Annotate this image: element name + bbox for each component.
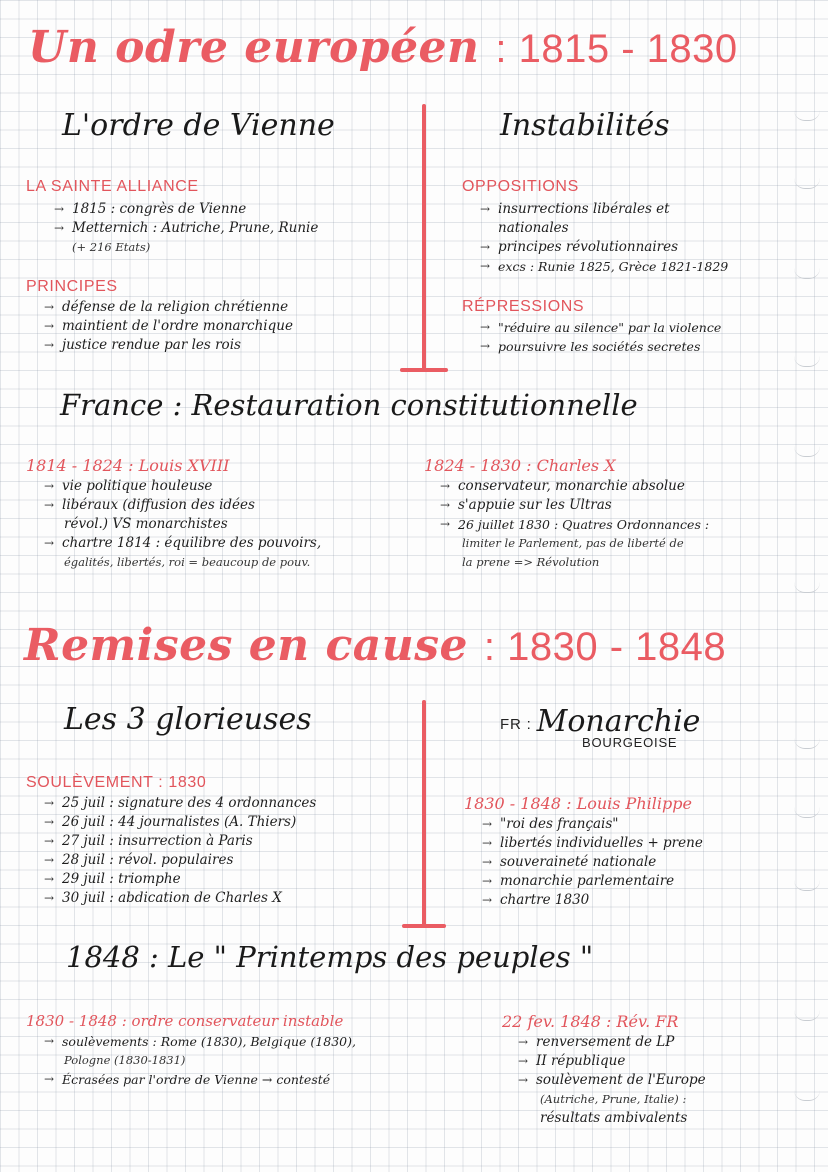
ordre-conservateur-list: [26, 1032, 481, 1089]
list-item-text: limiter le Parlement, pas de liberté de: [462, 536, 684, 550]
list-item: → 26 juil : 44 journalistes (A. Thiers): [44, 813, 421, 832]
section1-years: : 1815 - 1830: [495, 27, 738, 71]
list-item: → 29 juil : triomphe: [44, 870, 421, 889]
list-item: [72, 238, 416, 257]
list-item: → s'appuie sur les Ultras: [440, 496, 824, 515]
list-item: → justice rendue par les rois: [44, 336, 416, 355]
oppositions-block: [462, 178, 822, 276]
louis-philippe-list: [464, 815, 824, 910]
list-item-text: égalités, libertés, roi = beaucoup de pouv.: [64, 555, 311, 569]
list-item: → chartre 1814 : équilibre des pouvoirs,: [44, 534, 421, 553]
fr-prefix: FR :: [500, 716, 532, 733]
list-item: résultats ambivalents: [540, 1110, 688, 1126]
repressions-list: [462, 318, 822, 356]
list-item: → II république: [518, 1052, 822, 1071]
louis-philippe-block: [464, 794, 824, 910]
sainte-alliance-heading: LA SAINTE ALLIANCE: [26, 178, 199, 195]
louis-philippe-heading: 1830 - 1848 : Louis Philippe: [464, 794, 692, 813]
soulevement-heading: SOULÈVEMENT : 1830: [26, 774, 207, 791]
list-item: → "roi des français": [482, 815, 824, 834]
charles-x-list: [424, 477, 824, 572]
list-item: → "réduire au silence" par la violence: [480, 318, 822, 337]
list-item: → insurrections libérales et: [480, 200, 822, 219]
printemps-des-peuples-heading: 1848 : Le " Printemps des peuples ": [66, 940, 594, 974]
list-item: → libéraux (diffusion des idées: [44, 496, 421, 515]
list-item: → 25 juil : signature des 4 ordonnances: [44, 794, 421, 813]
principes-list: [26, 298, 416, 355]
soulevement-list: [26, 794, 421, 908]
binder-mark: [794, 110, 820, 121]
list-item: → libertés individuelles + prene: [482, 834, 824, 853]
list-item: → Metternich : Autriche, Prune, Runie: [54, 219, 416, 238]
monarchie-heading: Monarchie: [536, 704, 701, 739]
list-item: révol.) VS monarchistes: [64, 516, 228, 532]
principes-heading: PRINCIPES: [26, 278, 118, 295]
list-item: → principes révolutionnaires: [480, 238, 822, 257]
monarchie-bourgeoise-heading: [500, 702, 800, 750]
revolution-1848-heading: 22 fev. 1848 : Rév. FR: [502, 1012, 679, 1031]
list-item: → soulèvements : Rome (1830), Belgique (1830),: [44, 1032, 481, 1051]
bourgeoise-subheading: BOURGEOISE: [582, 735, 678, 750]
list-item-text: (+ 216 Etats): [72, 240, 151, 254]
section2-title-text: Remises en cause: [24, 620, 469, 671]
sainte-alliance-list: [26, 200, 416, 257]
section2-title: [24, 620, 726, 671]
list-item: → Écrasées par l'ordre de Vienne → contesté: [44, 1070, 481, 1089]
revolution-1848-list: [502, 1033, 822, 1128]
section1-title: [28, 22, 738, 73]
list-item-text: la prene => Révolution: [462, 555, 600, 569]
louis-xviii-block: [26, 456, 421, 572]
section1-title-text: Un odre européen: [28, 22, 480, 73]
list-item: → souveraineté nationale: [482, 853, 824, 872]
ordre-conservateur-heading: 1830 - 1848 : ordre conservateur instable: [26, 1012, 344, 1030]
list-item-text: Pologne (1830-1831): [64, 1053, 186, 1067]
list-item: → défense de la religion chrétienne: [44, 298, 416, 317]
list-item: → chartre 1830: [482, 891, 824, 910]
sainte-alliance-block: [26, 178, 416, 257]
list-item: → renversement de LP: [518, 1033, 822, 1052]
list-item: [462, 553, 824, 572]
charles-x-block: [424, 456, 824, 572]
list-item: [462, 534, 824, 553]
divider-foot: [400, 368, 448, 372]
revolution-1848-block: [502, 1012, 822, 1128]
ordre-conservateur-block: [26, 1012, 481, 1089]
list-item: → 30 juil : abdication de Charles X: [44, 889, 421, 908]
list-item: [540, 1090, 822, 1109]
list-item: → excs : Runie 1825, Grèce 1821-1829: [480, 257, 822, 276]
list-item: → 26 juillet 1830 : Quatres Ordonnances :: [440, 515, 824, 534]
oppositions-list: [462, 200, 822, 276]
ordre-de-vienne-heading: L'ordre de Vienne: [62, 108, 335, 143]
list-item: → 27 juil : insurrection à Paris: [44, 832, 421, 851]
trois-glorieuses-heading: Les 3 glorieuses: [64, 702, 312, 737]
repressions-block: [462, 298, 822, 356]
binder-mark: [794, 582, 820, 593]
principes-block: [26, 278, 416, 355]
list-item: [64, 1051, 481, 1070]
list-item: → poursuivre les sociétés secretes: [480, 337, 822, 356]
divider-vertical-2: [422, 700, 426, 926]
france-restauration-heading: France : Restauration constitutionnelle: [60, 388, 638, 422]
repressions-heading: RÉPRESSIONS: [462, 298, 585, 315]
list-item: → maintient de l'ordre monarchique: [44, 317, 416, 336]
louis-xviii-list: [26, 477, 421, 572]
soulevement-block: [26, 774, 421, 908]
list-item: → conservateur, monarchie absolue: [440, 477, 824, 496]
binder-mark: [794, 356, 820, 367]
divider-vertical: [422, 104, 426, 370]
list-item: → vie politique houleuse: [44, 477, 421, 496]
list-item: → soulèvement de l'Europe: [518, 1071, 822, 1090]
list-item: nationales: [498, 220, 569, 236]
list-item: → monarchie parlementaire: [482, 872, 824, 891]
list-item: → 28 juil : révol. populaires: [44, 851, 421, 870]
section2-years: : 1830 - 1848: [483, 625, 727, 669]
charles-x-heading: 1824 - 1830 : Charles X: [424, 456, 616, 475]
list-item-text: (Autriche, Prune, Italie) :: [540, 1092, 687, 1106]
divider-foot-2: [402, 924, 446, 928]
list-item: [64, 553, 421, 572]
louis-xviii-heading: 1814 - 1824 : Louis XVIII: [26, 456, 230, 475]
oppositions-heading: OPPOSITIONS: [462, 178, 579, 195]
instabilites-heading: Instabilités: [500, 108, 670, 143]
list-item: → 1815 : congrès de Vienne: [54, 200, 416, 219]
